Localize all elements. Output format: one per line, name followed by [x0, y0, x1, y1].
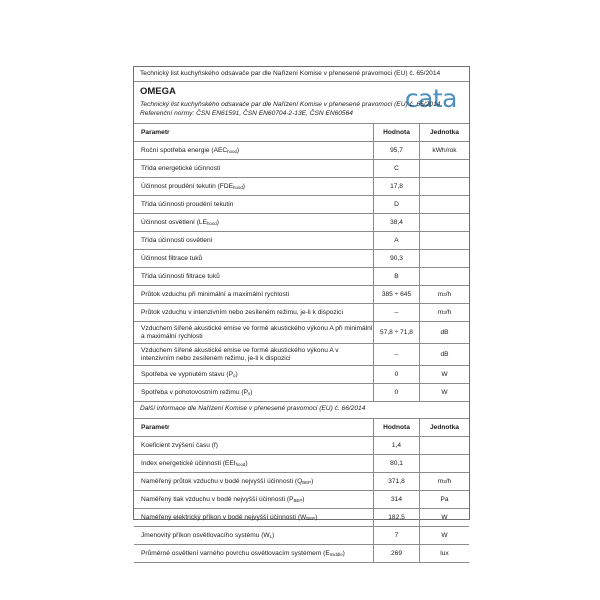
parameter-text: Spotřeba ve vypnutém stavu $(P_o)$ [141, 370, 238, 378]
table-row [134, 250, 469, 268]
parameter-text: Účinnost proudění tekutin $(FDE_{hood})$ [141, 182, 245, 190]
parameter-label [134, 509, 374, 526]
parameter-text: Naměřený tlak vzduchu v bodě nejvyšší účinnosti $(P_{BEP})$ [141, 495, 305, 503]
table-row [134, 366, 469, 384]
subscript: hood [235, 461, 246, 467]
parameter-value: – [374, 304, 420, 321]
parameter-label [134, 304, 374, 321]
parameter-text: Vzduchem šířené akustické emise ve formě akustického výkonu A v intenzivním nebo zesíleném režimu, je-li k dispozici [141, 346, 339, 362]
parameter-text: Třída účinnosti filtrace tuků [141, 272, 220, 280]
table-header-row [134, 418, 469, 437]
table-row [134, 286, 469, 304]
table-row [134, 304, 469, 322]
parameter-unit: Pa [440, 495, 449, 503]
parameter-label [134, 384, 374, 401]
subscript: BEP [306, 515, 316, 521]
table-row [134, 473, 469, 491]
parameter-value: A [374, 232, 420, 249]
parameter-value: B [374, 268, 420, 285]
column-header: Hodnota [374, 419, 420, 436]
parameter-label [134, 527, 374, 544]
model-name: OMEGA [140, 86, 176, 97]
table-row [134, 268, 469, 286]
column-header: Parametr [134, 419, 374, 436]
subscript: hood [227, 148, 237, 154]
parameter-label [134, 178, 374, 195]
parameter-text: Třída energetické účinnosti [141, 164, 221, 172]
subscript: L [269, 533, 273, 539]
parameter-text: Jmenovitý příkon osvětlovacího systému $(W_L)$ [141, 531, 275, 539]
parameter-label [134, 232, 374, 249]
parameter-text: Účinnost osvětlení $(LE_{hood})$ [141, 218, 219, 226]
parameter-unit: dB [440, 328, 449, 336]
parameter-unit [420, 160, 469, 177]
parameter-label [134, 196, 374, 213]
parameter-label [134, 473, 374, 490]
parameter-text: Index energetické účinnosti $(EEI_{hood})$ [141, 459, 248, 467]
parameter-text: Průtok vzduchu v intenzivním nebo zesíleném režimu, je-li k dispozici [141, 308, 343, 316]
model-block [134, 82, 469, 123]
parameter-text: Vzduchem šířené akustické emise ve formě akustického výkonu A při minimální a maximální rychlosti [141, 324, 373, 340]
sheet-subtitle: Technický list kuchyňského odsavače par dle Nařízení Komise v přenesené pravomoci (EU) č. 65/2014 [140, 101, 441, 108]
table-row [134, 509, 469, 527]
parameter-text: Průměrné osvětlení varného povrchu osvětlovacím systémem $(E_{middle})$ [141, 549, 345, 557]
subscript: BEP [293, 497, 303, 503]
parameter-value: 38,4 [374, 214, 420, 231]
parameter-text: Roční spotřeba energie $(AEC_{hood})$ [141, 146, 240, 154]
parameter-label [134, 214, 374, 231]
subscript: BEP [302, 479, 312, 485]
product-information-sheet [133, 66, 470, 557]
parameter-value: 0 [374, 366, 420, 383]
parameter-unit [420, 178, 469, 195]
subscript: o [233, 372, 236, 378]
parameter-label [134, 491, 374, 508]
column-header: Hodnota [374, 124, 420, 141]
parameter-value: 314 [374, 491, 420, 508]
parameter-text: Třída účinnosti osvětlení [141, 236, 213, 244]
parameter-label [134, 250, 374, 267]
parameter-value: 95,7 [374, 142, 420, 159]
parameter-label [134, 322, 374, 343]
parameter-label [134, 142, 374, 159]
table-row [134, 344, 469, 366]
parameter-value: 385 ÷ 645 [374, 286, 420, 303]
subscript: hood [206, 220, 217, 226]
parameter-value: 269 [374, 545, 420, 562]
subscript: hood [233, 184, 243, 190]
table-row [134, 232, 469, 250]
table-row [134, 527, 469, 545]
table-row [134, 196, 469, 214]
parameter-value: 371,8 [374, 473, 420, 490]
column-header: Jednotka [430, 423, 459, 431]
parameter-unit: W [441, 370, 448, 378]
table-row [134, 214, 469, 232]
table-row [134, 437, 469, 455]
parameter-text: Účinnost filtrace tuků [141, 254, 203, 262]
parameter-unit: W [441, 531, 448, 539]
parameter-unit: m 3 /h [437, 477, 452, 485]
parameter-label [134, 268, 374, 285]
additional-parameters-table [134, 418, 469, 563]
parameter-value: C [374, 160, 420, 177]
parameter-unit [420, 437, 469, 454]
parameter-text: Koeficient zvýšení času (f) [141, 441, 218, 449]
table-header-row [134, 123, 469, 142]
parameter-value: 90,3 [374, 250, 420, 267]
parameter-value: 0 [374, 384, 420, 401]
parameter-text: Naměřený průtok vzduchu v bodě nejvyšší účinnosti $(Q_{BEP})$ [141, 477, 314, 485]
parameter-text: Spotřeba v pohotovostním režimu $(P_s)$ [141, 388, 253, 396]
table-row [134, 545, 469, 563]
parameter-unit: dB [440, 350, 449, 358]
parameter-text: Třída účinnosti proudění tekutin [141, 200, 234, 208]
table-row [134, 322, 469, 344]
parameter-label [134, 455, 374, 472]
parameter-unit [420, 196, 469, 213]
parameter-value: 7 [374, 527, 420, 544]
subscript: middle [329, 551, 343, 557]
parameter-unit: W [441, 513, 448, 521]
table-row [134, 384, 469, 402]
table-row [134, 491, 469, 509]
parameter-unit [420, 455, 469, 472]
reference-standards: Referenční normy: ČSN EN61591, ČSN EN60704-2-13E, ČSN EN60564 [140, 110, 353, 117]
parameter-unit [420, 268, 469, 285]
table-row [134, 455, 469, 473]
parameter-label [134, 437, 374, 454]
parameter-unit: m 3 /h [437, 290, 452, 298]
parameter-value: D [374, 196, 420, 213]
subscript: s [248, 390, 251, 396]
logo-text: cata [404, 84, 457, 114]
parameter-label [134, 344, 374, 365]
parameter-value: 17,8 [374, 178, 420, 195]
parameter-value: 57,8 ÷ 71,8 [374, 322, 420, 343]
parameter-unit [420, 214, 469, 231]
parameter-unit: m 3 /h [437, 308, 452, 316]
additional-info-note: Další informace dle Nařízení Komise v přenesené pravomoci (EU) č. 66/2014 [140, 405, 366, 412]
parameter-unit [420, 250, 469, 267]
table-row [134, 142, 469, 160]
column-header: Jednotka [430, 128, 459, 136]
parameter-label [134, 545, 374, 562]
parameter-text: Průtok vzduchu při minimální a maximální rychlosti [141, 290, 290, 298]
table-row [134, 160, 469, 178]
sheet-header-title: Technický list kuchyňského odsavače par dle Nařízení Komise v přenesené pravomoci (EU) č. 65/2014 [134, 67, 469, 82]
parameter-label [134, 286, 374, 303]
parameter-value: 1,4 [374, 437, 420, 454]
parameter-label [134, 366, 374, 383]
parameter-label [134, 160, 374, 177]
parameter-unit [420, 232, 469, 249]
parameter-unit: W [441, 388, 448, 396]
parameter-unit: lux [440, 549, 449, 557]
parameter-value: 80,1 [374, 455, 420, 472]
parameter-unit: kWh/rok [432, 146, 457, 154]
parameter-value: 182,5 [374, 509, 420, 526]
parameter-value: – [374, 344, 420, 365]
table-row [134, 178, 469, 196]
parameter-text: Naměřený elektrický příkon v bodě nejvyšší účinnosti $(W_{BEP})$ [141, 513, 318, 521]
column-header: Parametr [134, 124, 374, 141]
parameters-table [134, 123, 469, 402]
